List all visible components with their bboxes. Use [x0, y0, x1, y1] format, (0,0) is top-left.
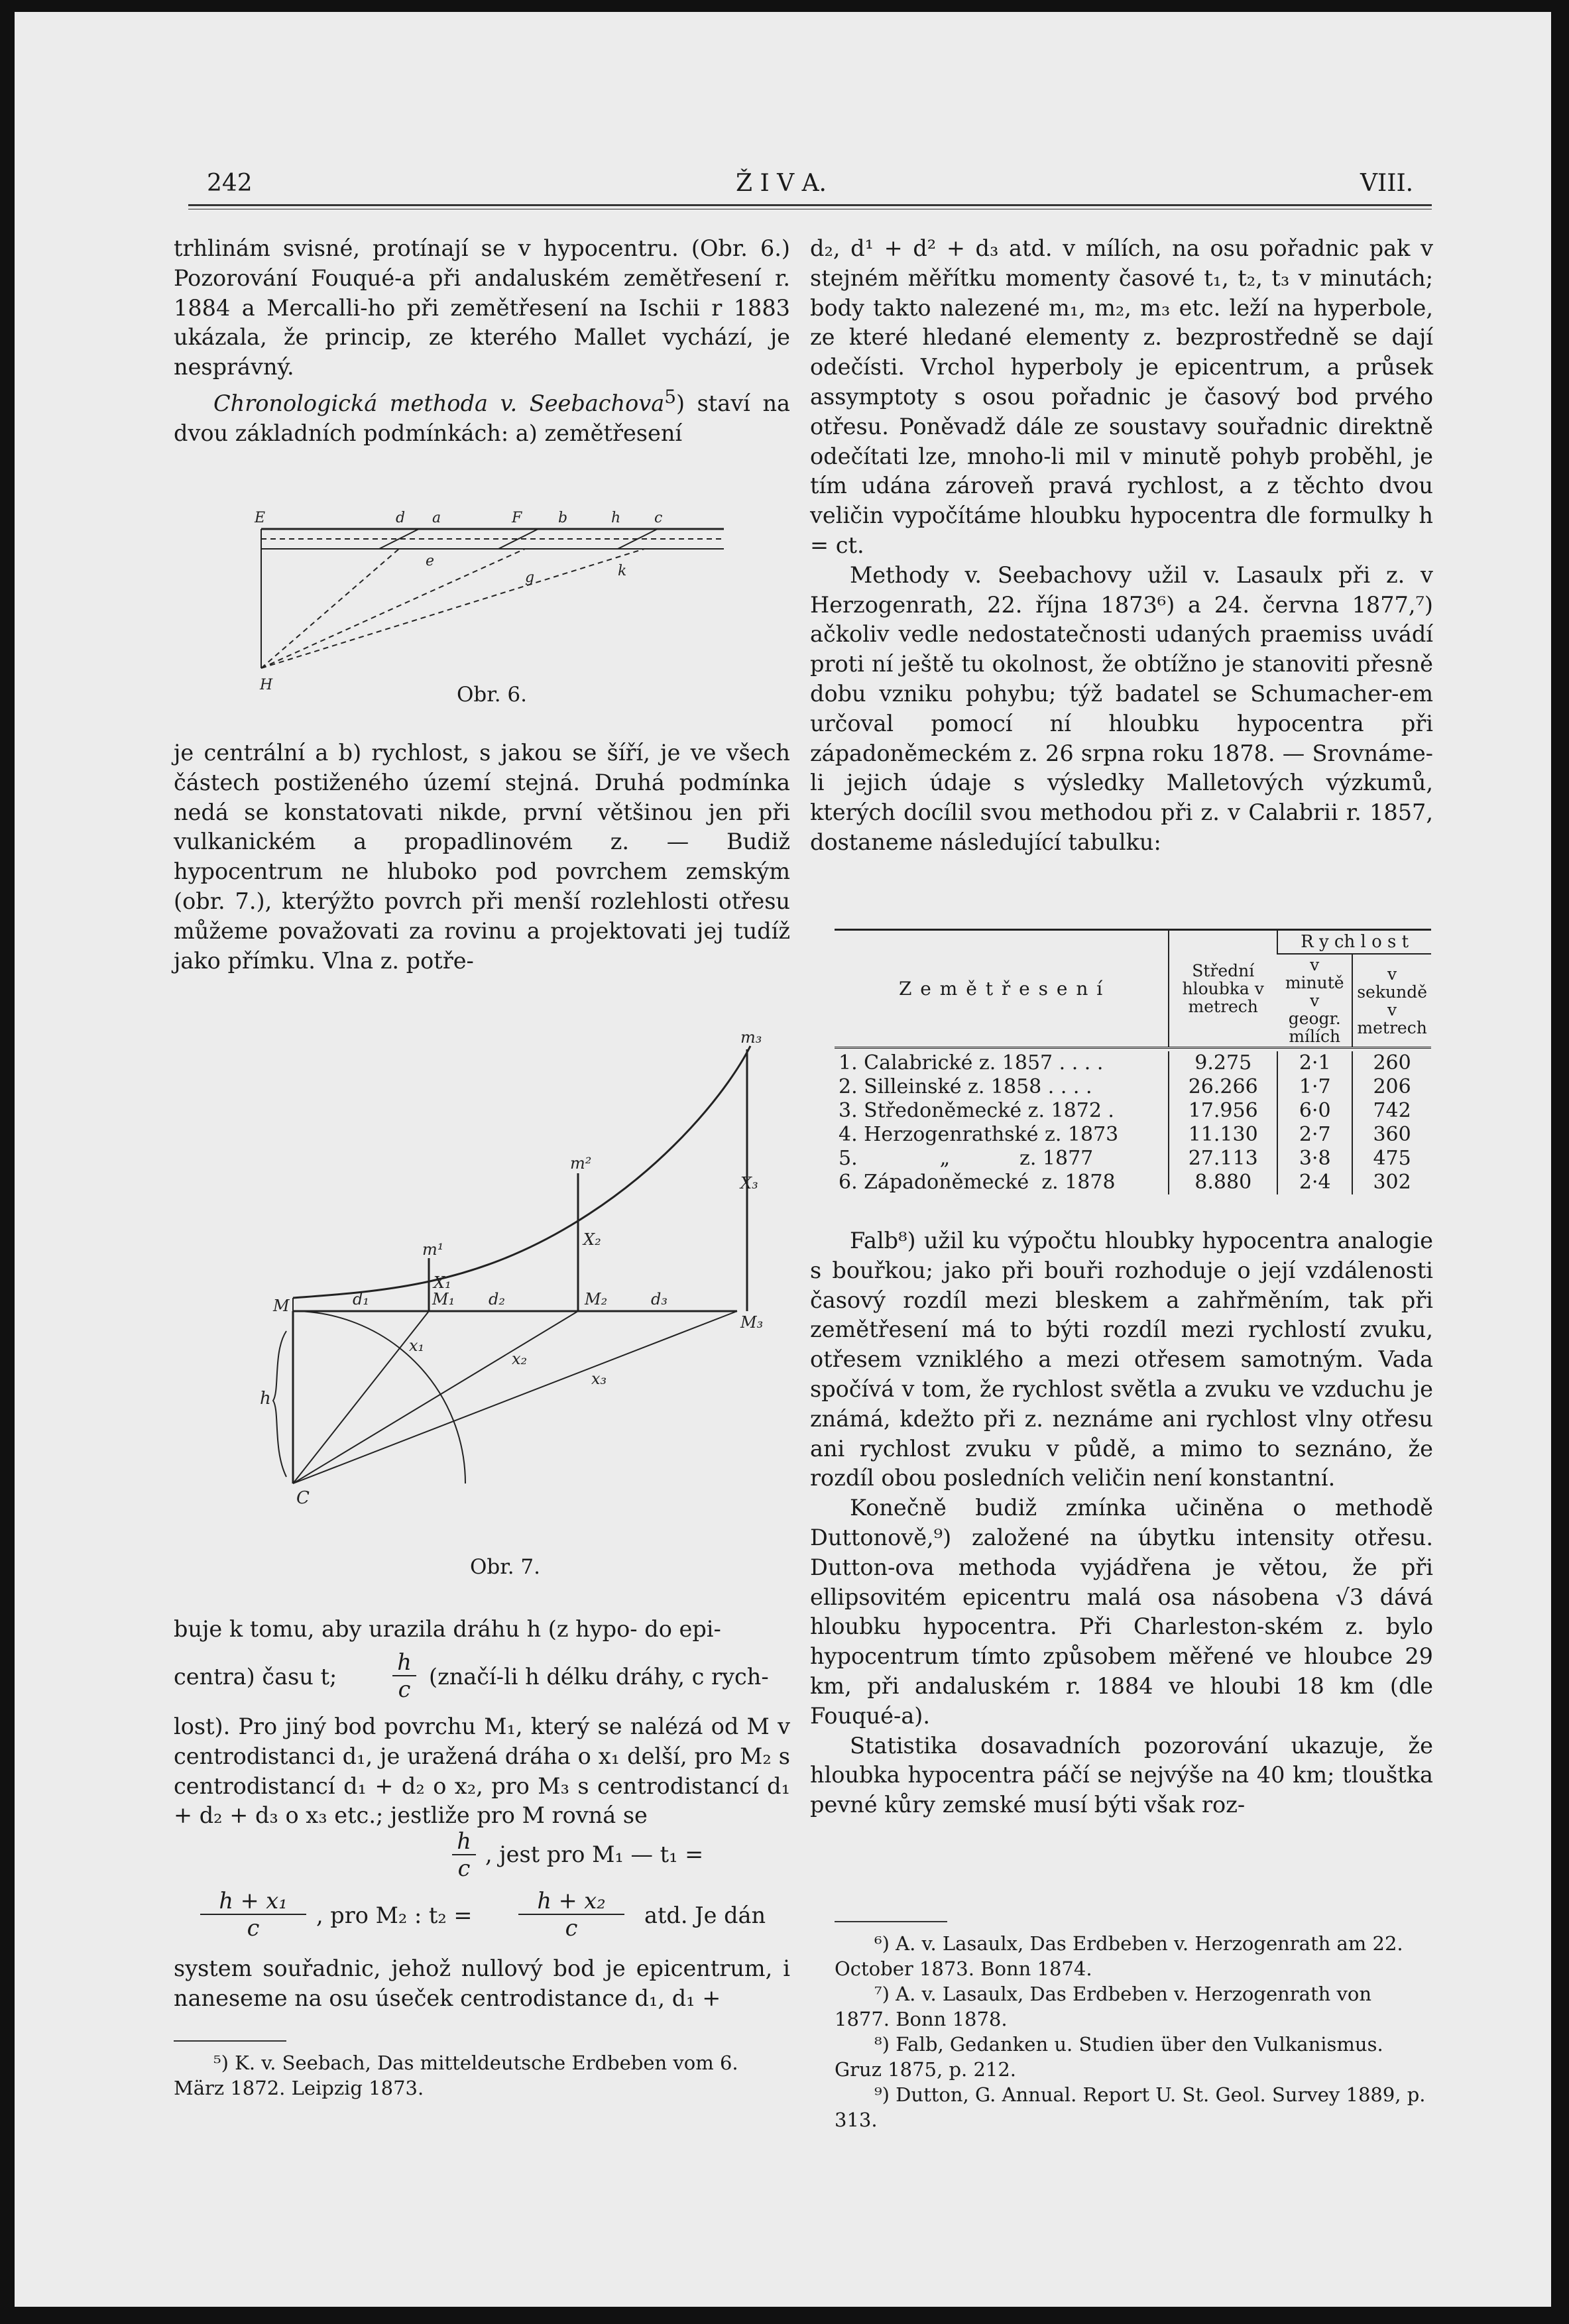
denominator: c [398, 1676, 411, 1702]
table-header: v sekundě v metrech [1352, 954, 1431, 1048]
footnote-ref: 5 [664, 385, 676, 408]
footnote: ⁸) Falb, Gedanken u. Studien über den Vulkanismus. Gruz 1875, p. 212. [835, 2033, 1383, 2081]
page [15, 12, 1551, 2307]
footnote: ⁷) A. v. Lasaulx, Das Erdbeben v. Herzogenrath von 1877. Bonn 1878. [835, 1983, 1372, 2030]
footnote: ⁵) K. v. Seebach, Das mitteldeutsche Erdbeben vom 6. März 1872. Leipzig 1873. [174, 2052, 738, 2099]
paragraph: Konečně budiž zmínka učiněna o methodě Duttonově,⁹) založené na úbytku intensity otřesu. Dutton-ova methoda vyjádřena je větou, že při ellipsovitém epicentru malá osa násobena √3 dává hloubku hypocentra. Při Charleston-ském z. bylo hypocentrum tímto způsobem měřené ve hloubce 29 km, při andaluském r. 1884 ve hloubi 18 km (dle Fouqué-a). [810, 1495, 1433, 1729]
table-cell-depth: 8.880 [1169, 1171, 1277, 1194]
fig7-label: X₁ [434, 1273, 451, 1292]
right-column-bottom [810, 1226, 1433, 1820]
fraction [452, 1828, 476, 1881]
fig7-label: M₁ [432, 1290, 455, 1308]
text: , pro M₂ : t₂ = [316, 1902, 473, 1928]
emphasis: Chronologická methoda v. Seebachova [213, 390, 665, 417]
fig7-label: M [273, 1297, 290, 1315]
fig7-label: x₁ [409, 1336, 425, 1355]
fig6-label: b [558, 510, 568, 526]
fig7-label: d₁ [353, 1290, 369, 1308]
table-cell-min: 2·7 [1277, 1123, 1352, 1147]
table-cell-sec: 302 [1352, 1171, 1431, 1194]
paragraph: d₂, d¹ + d² + d₃ atd. v mílích, na osu pořadnic pak v stejném měřítku momenty časové t₁, t₂, t₃ v minutách; body takto nalezené m₁, m₂, m₃ etc. leží na hyperbole, ze které hledané elementy z. bezprostředně se dají odečísti. Vrchol hyperboly je epicentrum, a průsek assymptoty s osou pořadnic je časový bod prvého otřesu. Poněvadž dále ze soustavy souřadnic direktně odečítati lze, mnoho-li mil v minutě pohyb proběhl, je tím udána zároveň pravá rychlost, a z těchto dvou veličin vypočítáme hloubku hypocentra dle formulky h = ct. [810, 235, 1433, 558]
text-line: buje k tomu, aby urazila dráhu h (z hypo- do epi- [174, 1616, 721, 1642]
right-column-top [810, 234, 1433, 858]
fig6-label: c [654, 510, 663, 526]
table-cell-name: 4. Herzogenrathské z. 1873 [839, 1123, 1119, 1146]
fig6-label: d [396, 510, 406, 526]
footnote: ⁹) Dutton, G. Annual. Report U. St. Geol. Survey 1889, p. 313. [835, 2083, 1426, 2131]
left-column-bottom [174, 1615, 790, 1645]
text: ) staví na dvou základních podmínkách: a) zemětřesení [174, 390, 790, 446]
footnote: ⁶) A. v. Lasaulx, Das Erdbeben v. Herzogenrath am 22. October 1873. Bonn 1874. [835, 1932, 1403, 1980]
table-row [835, 1075, 1431, 1099]
table-row [835, 1099, 1431, 1123]
paragraph: trhlinám svisné, protínají se v hypocentru. (Obr. 6.) Pozorování Fouqué-a při andaluském zemětřesení r. 1884 a Mercalli-ho při zemětřesení na Ischii r 1883 ukázala, že princip, ze kterého Mallet vychází, je nesprávný. [174, 235, 790, 380]
fig7-label: d₃ [651, 1290, 668, 1308]
fig6-label: h [611, 510, 621, 526]
journal-title: Ž I V A. [736, 170, 827, 197]
fig6-label: a [432, 510, 441, 526]
paragraph: system souřadnic, jehož nullový bod je epicentrum, i naneseme na osu úseček centrodistance d₁, d₁ + [174, 1955, 790, 2011]
table-cell-sec: 475 [1352, 1147, 1431, 1171]
left-column-last [174, 1954, 790, 2014]
fig7-label: X₃ [740, 1174, 758, 1192]
table-cell-name: 5. „ z. 1877 [839, 1147, 1094, 1170]
fig6-label: F [512, 510, 522, 526]
left-column-top [174, 234, 790, 449]
fig6-label: E [255, 510, 266, 526]
table-cell-name: 3. Středoněmecké z. 1872 . [839, 1099, 1114, 1122]
fig7-label: h [260, 1389, 271, 1409]
denominator: c [457, 1855, 471, 1881]
text: (značí-li h délku dráhy, c rych- [429, 1664, 769, 1690]
data-table [835, 929, 1431, 1194]
fig7-label: x₂ [512, 1350, 528, 1368]
table-header: Z e m ě t ř e s e n í [835, 930, 1169, 1048]
figure-6 [247, 502, 737, 701]
table-row [835, 1171, 1431, 1194]
fraction [518, 1888, 624, 1941]
paragraph: Methody v. Seebachovy užil v. Lasaulx při z. v Herzogenrath, 22. října 1873⁶) a 24. června 1877,⁷) ačkoliv vedle nedostatečnosti udaných praemiss uvádí proti ní ještě tu okolnost, že obtížno je stanoviti přesně dobu vzniku pohybu; týž badatel se Schumacher-em určoval pomocí ní hloubku hypocentra při západoněmeckém z. 26 srpna roku 1878. — Srovnáme-li jejich údaje s výsledky Malletových výzkumů, kterých docílil svou methodou při z. v Calabrii r. 1857, dostaneme následující tabulku: [810, 561, 1433, 855]
table-cell-name: 6. Západoněmecké z. 1878 [839, 1171, 1116, 1194]
table-header: v minutě v geogr. mílích [1277, 954, 1352, 1048]
paragraph: Falb⁸) užil ku výpočtu hloubky hypocentra analogie s bouřkou; jako při bouři rozhoduje o její vzdálenosti časový rozdíl mezi bleskem a zahřměním, tak při zemětřesení má to býti rozdíl mezi rychlostí zvuku, otřesem vzniklého a mezi otřesem samotným. Vada spočívá v tom, že rychlost světla a zvuku ve vzduchu je známá, kdežto při z. neznáme ani rychlost vlny otřesu ani rychlost zvuku v půdě, a mimo to seznáno, že rozdíl obou posledních veličin není konstantní. [810, 1228, 1433, 1491]
numerator: h [392, 1649, 416, 1676]
fig7-label: m₃ [740, 1028, 762, 1047]
table-cell-name: 1. Calabrické z. 1857 . . . . [839, 1051, 1104, 1075]
numerator: h [452, 1828, 476, 1855]
table-row [835, 1123, 1431, 1147]
fig7-label: m² [570, 1154, 592, 1173]
figure-7 [253, 1019, 784, 1563]
denominator: c [565, 1915, 578, 1941]
table-header: Střední hloubka v metrech [1169, 930, 1277, 1048]
page-number: 242 [207, 170, 253, 197]
denominator: c [247, 1915, 260, 1941]
left-column-mid [174, 738, 790, 976]
fig7-label: d₂ [489, 1290, 505, 1308]
fig7-label: C [296, 1488, 310, 1508]
formula-line [174, 1649, 790, 1709]
footnote-rule-left [174, 2040, 286, 2042]
table-cell-min: 1·7 [1277, 1075, 1352, 1099]
figure-7-caption: Obr. 7. [470, 1555, 540, 1579]
fig7-label: M₂ [585, 1290, 608, 1308]
table-cell-min: 3·8 [1277, 1147, 1352, 1171]
table-cell-min: 2·1 [1277, 1051, 1352, 1075]
table-cell-depth: 27.113 [1169, 1147, 1277, 1171]
left-column-bottom-2 [174, 1712, 790, 1831]
paragraph: Statistika dosavadních pozorování ukazuje, že hloubka hypocentra páčí se nejvýše na 40 km; tlouštka pevné kůry zemské musí býti však roz- [810, 1732, 1433, 1818]
footnote-rule-right [835, 1921, 947, 1922]
text: , jest pro M₁ — t₁ = [485, 1841, 704, 1867]
paragraph: lost). Pro jiný bod povrchu M₁, který se nalézá od M v centrodistanci d₁, je uražená dráha o x₁ delší, pro M₂ s centrodistancí d₁ + d₂ o x₂, pro M₃ s centrodistancí d₁ + d₂ + d₃ o x₃ etc.; jestliže pro M rovná se [174, 1714, 790, 1829]
fig7-label: X₂ [583, 1230, 601, 1249]
numerator: h + x₂ [518, 1888, 624, 1915]
table-cell-sec: 206 [1352, 1075, 1431, 1099]
header-rule [188, 204, 1432, 206]
figure-6-caption: Obr. 6. [457, 683, 527, 707]
fraction [392, 1649, 416, 1702]
table-cell-min: 6·0 [1277, 1099, 1352, 1123]
volume-number: VIII. [1360, 170, 1414, 197]
fig7-label: M₃ [740, 1313, 764, 1332]
table-header: R y ch l o s t [1277, 930, 1431, 955]
fig7-label: m¹ [422, 1240, 444, 1259]
fig6-label: g [525, 569, 535, 586]
numerator: h + x₁ [200, 1888, 306, 1915]
fig6-label: k [618, 563, 627, 579]
table-cell-depth: 26.266 [1169, 1075, 1277, 1099]
table-row [835, 1147, 1431, 1171]
table-row [835, 1051, 1431, 1075]
formula-line [174, 1888, 790, 1947]
table-cell-sec: 360 [1352, 1123, 1431, 1147]
text: atd. Je dán [644, 1902, 766, 1928]
fig6-label: H [260, 677, 273, 693]
fig7-label: x₃ [591, 1369, 607, 1388]
table-cell-depth: 9.275 [1169, 1051, 1277, 1075]
footnotes-right [835, 1931, 1431, 2132]
fraction [200, 1888, 306, 1941]
table-cell-min: 2·4 [1277, 1171, 1352, 1194]
table-cell-name: 2. Silleinské z. 1858 . . . . [839, 1075, 1092, 1098]
table-cell-depth: 17.956 [1169, 1099, 1277, 1123]
table-cell-sec: 260 [1352, 1051, 1431, 1075]
fig6-label: e [426, 553, 435, 569]
table-cell-sec: 742 [1352, 1099, 1431, 1123]
text: centra) času t; [174, 1664, 337, 1690]
paragraph [174, 382, 790, 449]
table-cell-depth: 11.130 [1169, 1123, 1277, 1147]
formula-line [174, 1828, 790, 1881]
footnotes-left [174, 2050, 790, 2101]
paragraph: je centrální a b) rychlost, s jakou se šíří, je ve všech částech postiženého území stejná. Druhá podmínka nedá se konstatovati nikde, první většinou jen při vulkanickém a propadlinovém z. — Budiž hypocentrum ne hluboko pod povrchem zemským (obr. 7.), kterýžto povrch při menší rozlehlosti otřesu můžeme považovati za rovinu a projektovati jej tudíž jako přímku. Vlna z. potře- [174, 740, 790, 974]
